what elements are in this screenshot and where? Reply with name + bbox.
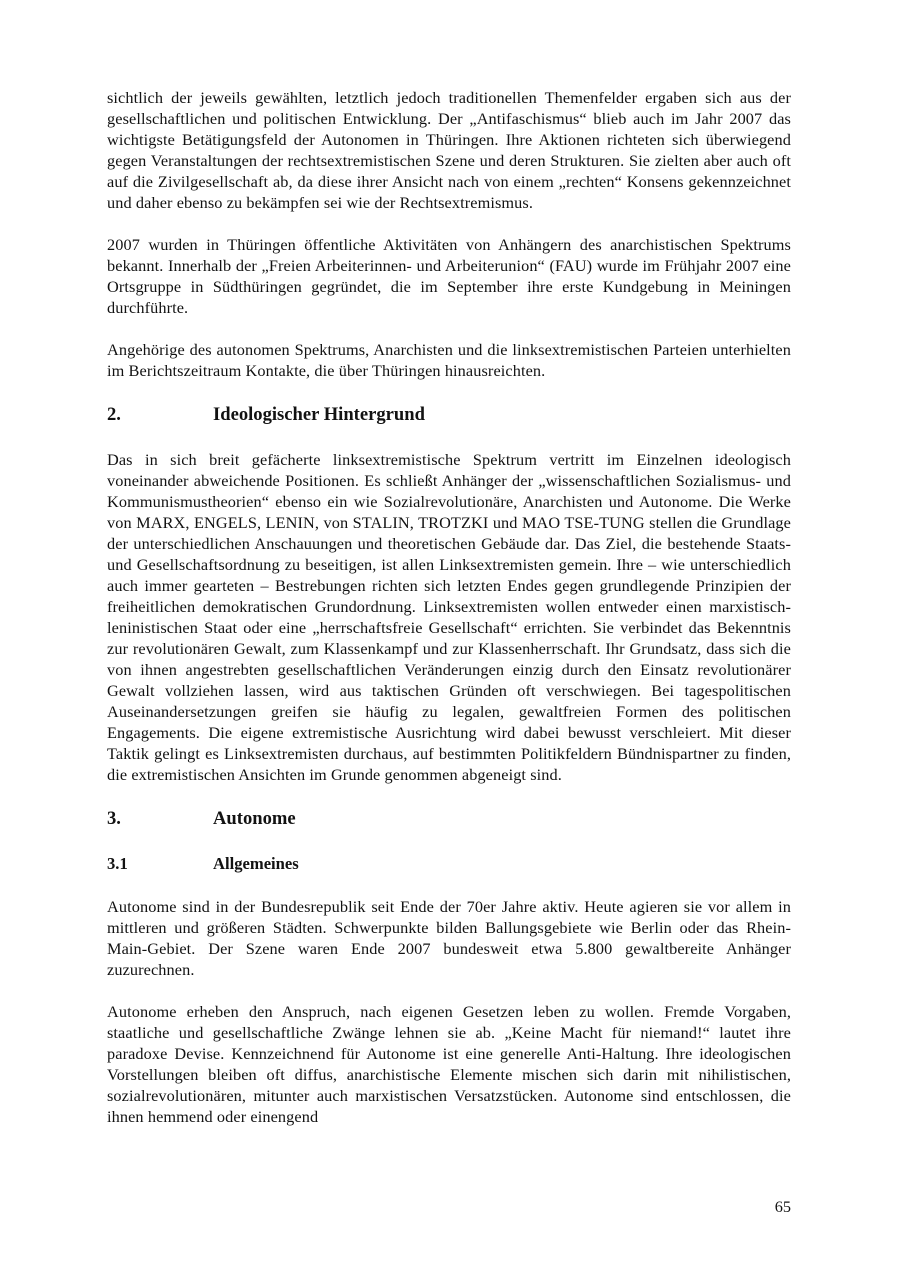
subsection-heading-3-1-number: 3.1 bbox=[107, 854, 128, 873]
subsection-heading-3-1-title: Allgemeines bbox=[213, 854, 299, 873]
paragraph-ideological-background: Das in sich breit gefächerte linksextremistische Spektrum vertritt im Einzelnen ideologisch voneinander abweichende Positionen. Es schließt Anhänger der „wissenschaftlichen Sozialismus- und Kommunismustheorien“ ebenso ein wie Sozialrevolutionäre, Anarchisten und Autonome. Die Werke von MARX, ENGELS, LENIN, von STALIN, TROTZKI und MAO TSE-TUNG stellen die Grundlage der unterschiedlichen Anschauungen und theoretischen Gebäude dar. Das Ziel, die bestehende Staats- und Gesellschaftsordnung zu beseitigen, ist allen Linksextremisten gemein. Ihre – wie unterschiedlich auch immer gearteten – Bestrebungen richten sich letzten Endes gegen grundlegende Prinzipien der freiheitlichen demokratischen Grundordnung. Linksextremisten wollen entweder einen marxistisch-leninistischen Staat oder eine „herrschaftsfreie Gesellschaft“ errichten. Sie verbindet das Bekenntnis zur revolutionären Gewalt, zum Klassenkampf und zur Klassenherrschaft. Ihr Grundsatz, dass sich die von ihnen angestrebten gesellschaftlichen Veränderungen einzig durch den Einsatz revolutionärer Gewalt vollziehen lassen, wird aus taktischen Gründen oft verschwiegen. Bei tagespolitischen Auseinandersetzungen greifen sie häufig zu legalen, gewaltfreien Formen des politischen Engagements. Die eigene extremistische Ausrichtung wird dabei bewusst verschleiert. Mit dieser Taktik gelingt es Linksextremisten durchaus, auf bestimmten Politikfeldern Bündnispartner zu finden, die extremistischen Ansichten im Grunde genommen abgeneigt sind. bbox=[107, 450, 791, 784]
paragraph-continuation: sichtlich der jeweils gewählten, letztlich jedoch traditionellen Themenfelder ergaben sich aus der gesellschaftlichen und politischen Entwicklung. Der „Antifaschismus“ blieb auch im Jahr 2007 das wichtigste Betätigungsfeld der Autonomen in Thüringen. Ihre Aktionen richteten sich überwiegend gegen Veranstaltungen der rechtsextremistischen Szene und deren Strukturen. Sie zielten aber auch oft auf die Zivilgesellschaft ab, da diese ihrer Ansicht nach von einem „rechten“ Konsens gekennzeichnet und daher ebenso zu bekämpfen sei wie der Rechtsextremismus. bbox=[107, 88, 791, 212]
paragraph-autonome-general: Autonome sind in der Bundesrepublik seit Ende der 70er Jahre aktiv. Heute agieren sie vor allem in mittleren und größeren Städten. Schwerpunkte bilden Ballungsgebiete wie Berlin oder das Rhein-Main-Gebiet. Der Szene waren Ende 2007 bundesweit etwa 5.800 gewaltbereite Anhänger zuzurechnen. bbox=[107, 897, 791, 979]
paragraph-anarchist-spectrum: 2007 wurden in Thüringen öffentliche Aktivitäten von Anhängern des anarchistischen Spektrums bekannt. Innerhalb der „Freien Arbeiterinnen- und Arbeiterunion“ (FAU) wurde im Frühjahr 2007 eine Ortsgruppe in Südthüringen gegründet, die im September ihre erste Kundgebung in Meiningen durchführte. bbox=[107, 235, 791, 317]
section-heading-2 bbox=[107, 403, 791, 426]
section-heading-3-title: Autonome bbox=[213, 808, 296, 829]
section-heading-3 bbox=[107, 807, 791, 830]
section-heading-2-title: Ideologischer Hintergrund bbox=[213, 404, 425, 425]
section-heading-2-number: 2. bbox=[107, 404, 121, 425]
section-heading-3-number: 3. bbox=[107, 808, 121, 829]
paragraph-contacts: Angehörige des autonomen Spektrums, Anarchisten und die linksextremistischen Parteien unterhielten im Berichtszeitraum Kontakte, die über Thüringen hinausreichten. bbox=[107, 340, 791, 380]
paragraph-autonome-claims: Autonome erheben den Anspruch, nach eigenen Gesetzen leben zu wollen. Fremde Vorgaben, staatliche und gesellschaftliche Zwänge lehnen sie ab. „Keine Macht für niemand!“ lautet ihre paradoxe Devise. Kennzeichnend für Autonome ist eine generelle Anti-Haltung. Ihre ideologischen Vorstellungen bleiben oft diffus, anarchistische Elemente mischen sich darin mit nihilistischen, sozialrevolutionären, mitunter auch marxistischen Versatzstücken. Autonome sind entschlossen, die ihnen hemmend oder einengend bbox=[107, 1002, 791, 1126]
page-number: 65 bbox=[774, 1197, 791, 1216]
text-block bbox=[107, 87, 791, 1148]
subsection-heading-3-1 bbox=[107, 853, 791, 874]
